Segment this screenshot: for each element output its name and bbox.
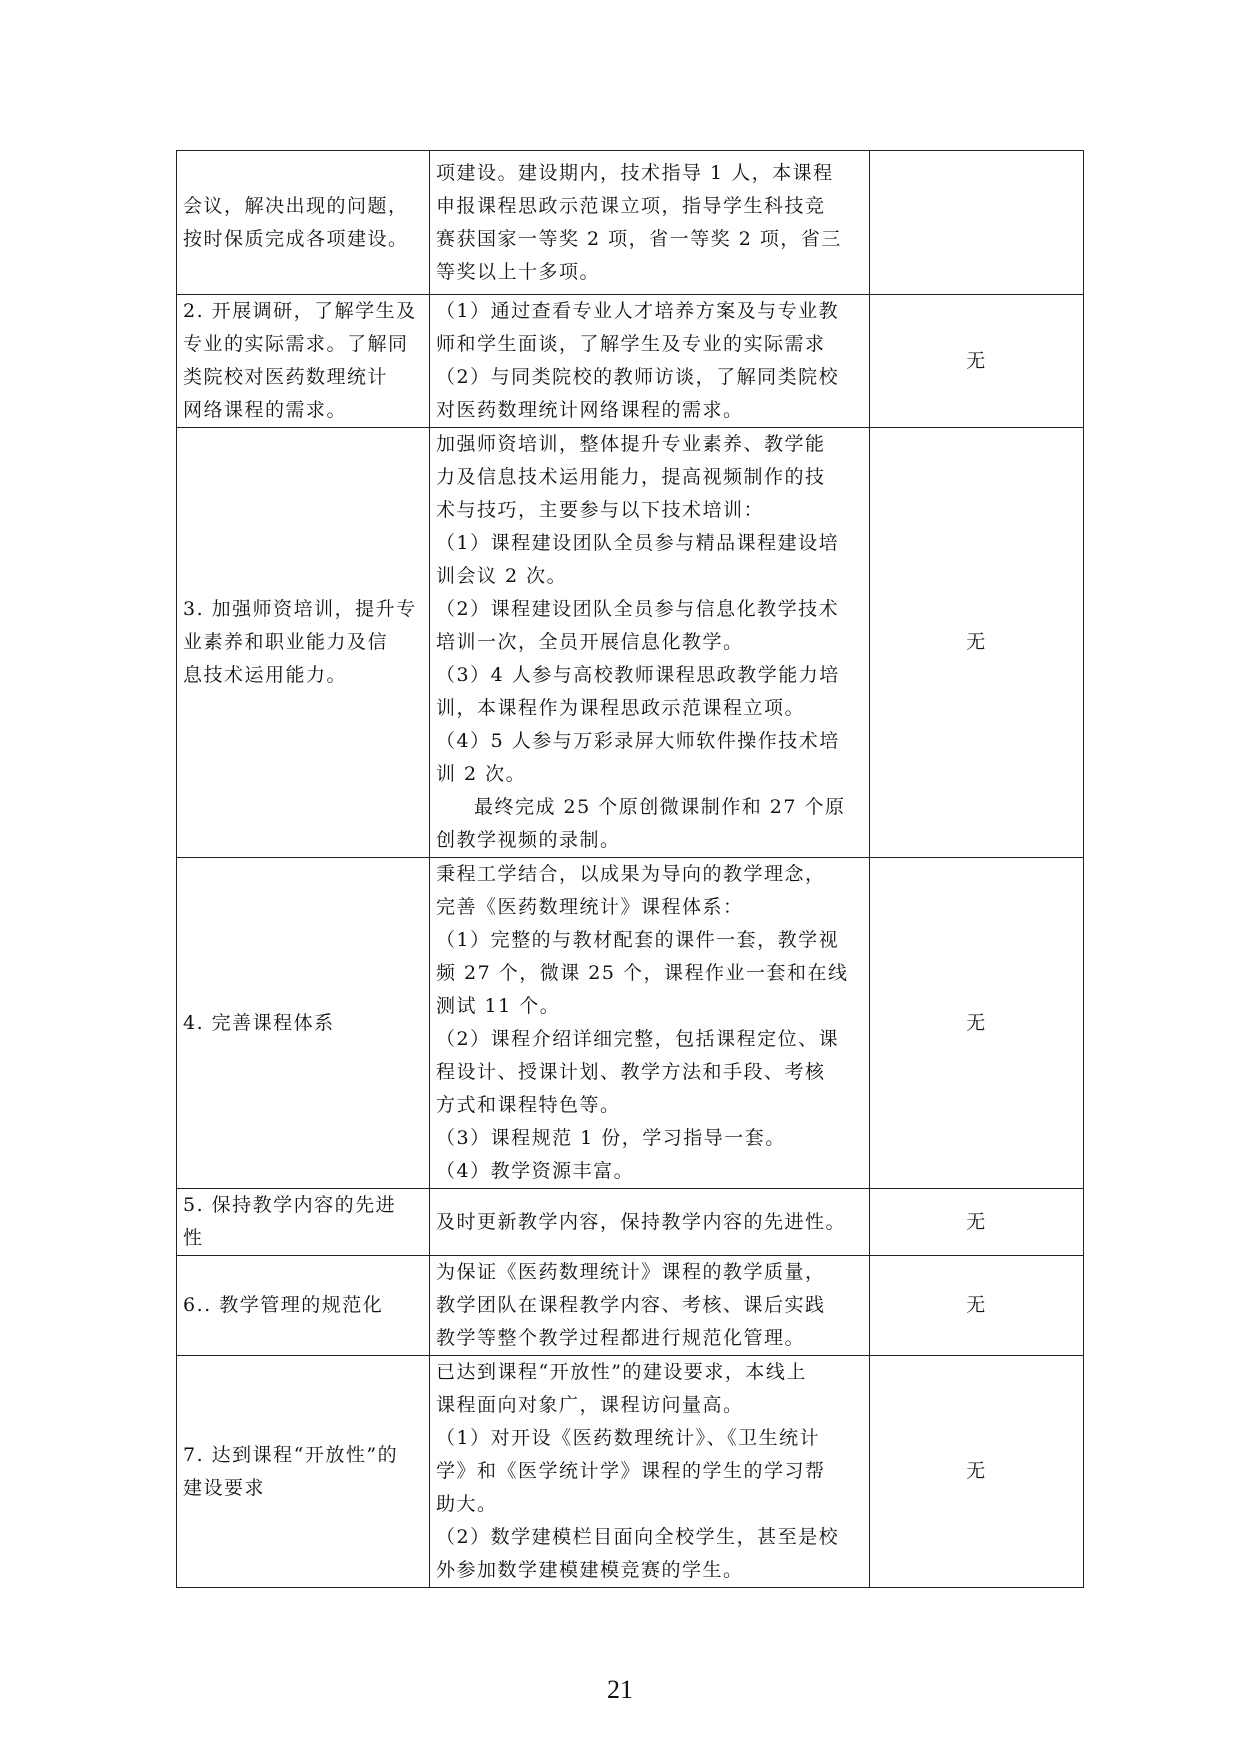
table-row	[177, 295, 1084, 428]
content-cell	[430, 428, 870, 858]
content-line: 频 27 个，微课 25 个，课程作业一套和在线	[436, 962, 849, 984]
goal-line: 7. 达到课程“开放性”的	[183, 1443, 399, 1466]
table-row	[177, 1189, 1084, 1256]
page-number: 21	[607, 1675, 633, 1704]
content-line: （3）4 人参与高校教师课程思政教学能力培	[436, 664, 840, 686]
content-line: 教学团队在课程教学内容、考核、课后实践	[436, 1294, 826, 1316]
content-line: 及时更新教学内容，保持教学内容的先进性。	[436, 1210, 847, 1233]
goal-cell	[177, 1256, 430, 1356]
course-construction-table	[176, 150, 1084, 1588]
goal-line: 5. 保持教学内容的先进	[183, 1194, 397, 1216]
note-cell: 无	[870, 428, 1084, 858]
note-cell: 无	[870, 858, 1084, 1189]
content-line: 训，本课程作为课程思政示范课程立项。	[436, 697, 806, 719]
content-line: 秉程工学结合，以成果为导向的教学理念，	[436, 863, 826, 885]
content-line: 外参加数学建模建模竞赛的学生。	[436, 1559, 744, 1581]
content-line: （3）课程规范 1 份，学习指导一套。	[436, 1127, 786, 1149]
content-line: 力及信息技术运用能力，提高视频制作的技	[436, 466, 826, 488]
goal-line: 息技术运用能力。	[183, 664, 348, 686]
content-line: 等奖以上十多项。	[436, 260, 601, 283]
content-line: 术与技巧，主要参与以下技术培训：	[436, 499, 765, 521]
content-line: 助大。	[436, 1493, 498, 1515]
goal-line: 4. 完善课程体系	[183, 1011, 335, 1034]
goal-line: 6.. 教学管理的规范化	[183, 1294, 384, 1316]
note-cell: 无	[870, 1356, 1084, 1588]
content-line: 赛获国家一等奖 2 项，省一等奖 2 项，省三	[436, 227, 842, 250]
table-row	[177, 1256, 1084, 1356]
goal-cell	[177, 428, 430, 858]
goal-cell	[177, 151, 430, 295]
goal-line: 性	[183, 1227, 204, 1249]
content-line: 项建设。建设期内，技术指导 1 人，本课程	[436, 161, 834, 184]
content-line: （2）与同类院校的教师访谈，了解同类院校	[436, 366, 840, 388]
content-line: 程设计、授课计划、教学方法和手段、考核	[436, 1061, 826, 1083]
goal-cell	[177, 1189, 430, 1256]
table-body	[177, 151, 1084, 1588]
content-line: 对医药数理统计网络课程的需求。	[436, 399, 744, 421]
content-cell	[430, 1356, 870, 1588]
goal-cell	[177, 295, 430, 428]
content-line: 加强师资培训，整体提升专业素养、教学能	[436, 433, 826, 455]
content-line: 课程面向对象广，课程访问量高。	[436, 1394, 744, 1416]
content-cell	[430, 151, 870, 295]
content-line: （1）课程建设团队全员参与精品课程建设培	[436, 532, 840, 554]
note-cell: 无	[870, 1256, 1084, 1356]
content-cell	[430, 1189, 870, 1256]
goal-cell	[177, 1356, 430, 1588]
goal-line: 2. 开展调研，了解学生及	[183, 300, 417, 322]
goal-line: 按时保质完成各项建设。	[183, 227, 409, 250]
goal-line: 3. 加强师资培训，提升专	[183, 598, 417, 620]
goal-line: 业素养和职业能力及信	[183, 631, 389, 653]
content-line: 最终完成 25 个原创微课制作和 27 个原	[474, 796, 846, 818]
content-line: 为保证《医药数理统计》课程的教学质量，	[436, 1261, 826, 1283]
note-cell: 无	[870, 295, 1084, 428]
table-row	[177, 1356, 1084, 1588]
content-line: 训 2 次。	[436, 763, 527, 785]
table-row	[177, 858, 1084, 1189]
goal-line: 类院校对医药数理统计	[183, 366, 389, 388]
content-line: 教学等整个教学过程都进行规范化管理。	[436, 1327, 806, 1349]
content-line: （4）教学资源丰富。	[436, 1160, 635, 1182]
content-line: 学》和《医学统计学》课程的学生的学习帮	[436, 1460, 826, 1482]
content-line: （1）完整的与教材配套的课件一套，教学视	[436, 929, 840, 951]
content-line: 申报课程思政示范课立项，指导学生科技竞	[436, 194, 826, 217]
goal-line: 会议，解决出现的问题，	[183, 194, 409, 217]
content-line: （1）对开设《医药数理统计》、《卫生统计	[436, 1427, 821, 1449]
table-row	[177, 428, 1084, 858]
content-line: （2）数学建模栏目面向全校学生，甚至是校	[436, 1526, 840, 1548]
content-cell	[430, 295, 870, 428]
goal-line: 建设要求	[183, 1476, 266, 1499]
content-line: 完善《医药数理统计》课程体系：	[436, 896, 744, 918]
content-line: （4）5 人参与万彩录屏大师软件操作技术培	[436, 730, 840, 752]
note-cell: 无	[870, 1189, 1084, 1256]
goal-line: 网络课程的需求。	[183, 399, 348, 421]
content-cell	[430, 858, 870, 1189]
content-line: 创教学视频的录制。	[436, 829, 621, 851]
content-line: 师和学生面谈，了解学生及专业的实际需求	[436, 333, 826, 355]
content-line: 培训一次，全员开展信息化教学。	[436, 631, 744, 653]
content-line: （1）通过查看专业人才培养方案及与专业教	[436, 300, 840, 322]
content-cell	[430, 1256, 870, 1356]
content-line: 训会议 2 次。	[436, 565, 568, 587]
table-row	[177, 151, 1084, 295]
content-line: （2）课程介绍详细完整，包括课程定位、课	[436, 1028, 840, 1050]
content-line: （2）课程建设团队全员参与信息化教学技术	[436, 598, 840, 620]
content-line: 测试 11 个。	[436, 995, 561, 1017]
goal-cell	[177, 858, 430, 1189]
note-cell	[870, 151, 1084, 295]
goal-line: 专业的实际需求。了解同	[183, 333, 409, 355]
content-line: 已达到课程“开放性”的建设要求，本线上	[436, 1361, 807, 1383]
content-line: 方式和课程特色等。	[436, 1094, 621, 1116]
